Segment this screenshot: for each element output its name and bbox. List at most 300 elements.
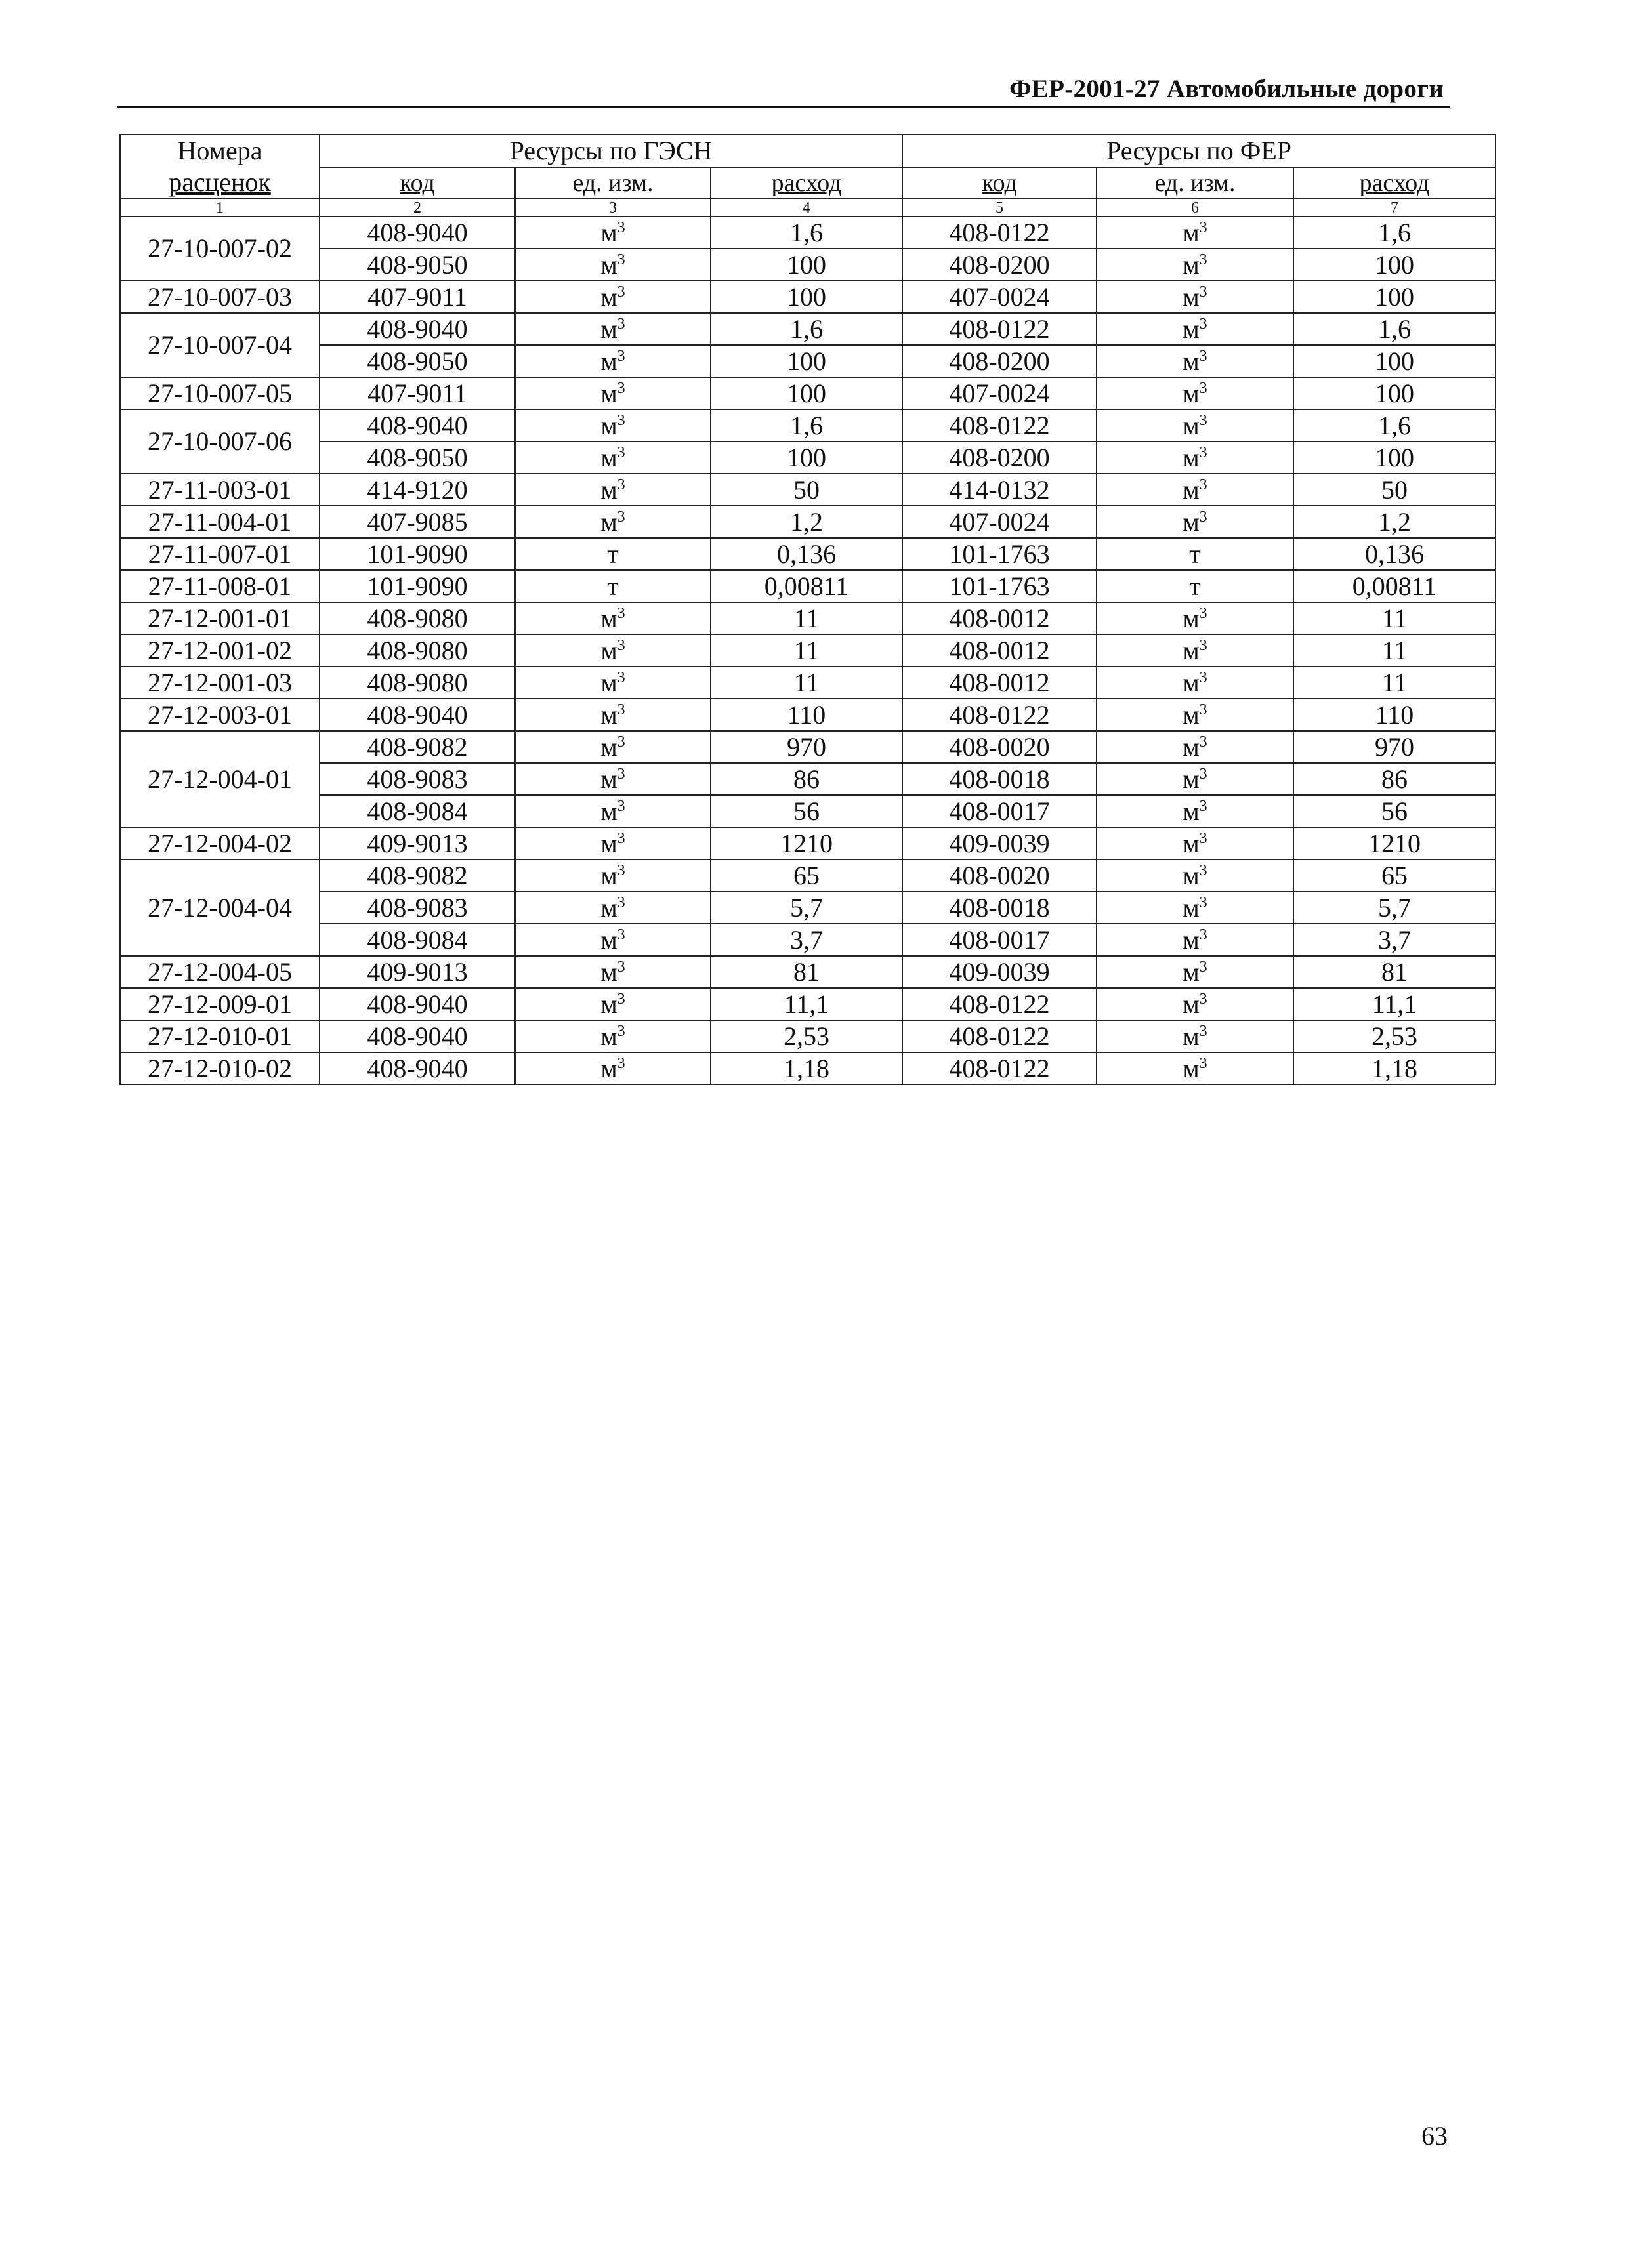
fer-consumption-cell-text: 5,7	[1378, 892, 1411, 922]
unit-exponent: 3	[617, 347, 625, 365]
unit-exponent: 3	[1199, 669, 1207, 686]
gesn-code-cell	[320, 859, 515, 892]
gesn-unit-cell-text: м	[600, 635, 618, 665]
gesn-code-cell	[320, 763, 515, 795]
unit-exponent: 3	[617, 765, 625, 783]
gesn-consumption-cell-text: 970	[787, 732, 826, 762]
table-row	[120, 570, 1496, 602]
rate-number-cell-text: 27-11-008-01	[148, 571, 292, 601]
gesn-unit-cell	[515, 442, 711, 474]
fer-unit-cell-text: м	[1183, 667, 1200, 697]
fer-consumption-cell	[1293, 216, 1496, 249]
fer-code-cell-text: 408-0200	[949, 346, 1050, 376]
gesn-consumption-cell-text: 11	[793, 635, 820, 665]
table-row	[120, 1020, 1496, 1052]
unit-exponent: 3	[617, 669, 625, 686]
fer-unit-cell	[1097, 442, 1293, 474]
gesn-code-cell-text: 409-9013	[367, 828, 468, 858]
fer-unit-cell-text: м	[1183, 699, 1200, 730]
gesn-unit-cell	[515, 538, 711, 570]
gesn-code-cell-text: 408-9040	[367, 989, 468, 1019]
gesn-unit-cell	[515, 345, 711, 377]
gesn-consumption-cell-text: 100	[787, 378, 826, 408]
unit-exponent: 3	[1199, 604, 1207, 622]
gesn-unit-cell-text: м	[600, 732, 618, 762]
table-row	[120, 827, 1496, 859]
rate-number-cell-text: 27-12-001-01	[148, 603, 292, 633]
fer-code-cell-text: 101-1763	[949, 539, 1050, 569]
rate-number-cell	[120, 699, 320, 731]
fer-consumption-cell-text: 86	[1381, 764, 1408, 794]
gesn-consumption-cell	[711, 506, 902, 538]
gesn-unit-cell	[515, 763, 711, 795]
gesn-code-cell	[320, 924, 515, 956]
gesn-unit-cell-text: т	[607, 539, 619, 569]
fer-consumption-cell-text: 11,1	[1372, 989, 1417, 1019]
fer-unit-cell-text: м	[1183, 635, 1200, 665]
header-row-columns	[120, 167, 1496, 199]
fer-code-cell	[902, 249, 1097, 281]
fer-consumption-cell-text: 100	[1375, 249, 1414, 279]
gesn-code-cell-text: 408-9040	[367, 217, 468, 247]
table-row	[120, 988, 1496, 1020]
fer-consumption-cell	[1293, 345, 1496, 377]
unit-exponent: 3	[617, 701, 625, 718]
rate-number-cell	[120, 506, 320, 538]
fer-code-cell	[902, 409, 1097, 442]
fer-consumption-cell	[1293, 763, 1496, 795]
fer-unit-cell-text: м	[1183, 989, 1200, 1019]
fer-consumption-cell-text: 1210	[1368, 828, 1421, 858]
gesn-consumption-cell-text: 1,2	[790, 506, 823, 537]
rate-number-cell-text: 27-12-004-05	[148, 957, 292, 987]
rate-number-cell	[120, 827, 320, 859]
gesn-unit-cell-text: м	[600, 860, 618, 890]
fer-consumption-cell-text: 100	[1375, 442, 1414, 472]
gesn-unit-cell	[515, 731, 711, 763]
gesn-consumption-cell	[711, 345, 902, 377]
fer-unit-cell-text: м	[1183, 892, 1200, 922]
gesn-code-cell	[320, 634, 515, 667]
gesn-unit-cell-text: м	[600, 667, 618, 697]
unit-exponent: 3	[1199, 990, 1207, 1008]
fer-code-cell	[902, 602, 1097, 634]
unit-exponent: 3	[1199, 1022, 1207, 1040]
rate-number-cell	[120, 313, 320, 377]
fer-code-cell	[902, 313, 1097, 345]
fer-unit-cell	[1097, 1020, 1293, 1052]
gesn-code-cell	[320, 216, 515, 249]
rate-number-cell-text: 27-12-004-01	[148, 764, 292, 794]
rate-number-cell	[120, 956, 320, 988]
unit-exponent: 3	[617, 829, 625, 847]
fer-unit-cell	[1097, 538, 1293, 570]
gesn-code-cell-text: 408-9040	[367, 410, 468, 440]
gesn-unit-cell-text: м	[600, 474, 618, 505]
table-row	[120, 506, 1496, 538]
fer-consumption-cell-text: 100	[1375, 346, 1414, 376]
gesn-code-cell-text: 408-9050	[367, 346, 468, 376]
gesn-code-cell	[320, 667, 515, 699]
rate-number-cell-text: 27-10-007-05	[148, 378, 292, 408]
gesn-consumption-cell	[711, 249, 902, 281]
resources-table	[119, 134, 1496, 1085]
table-row	[120, 763, 1496, 795]
fer-unit-cell	[1097, 859, 1293, 892]
gesn-consumption-cell	[711, 1020, 902, 1052]
gesn-consumption-cell-text: 100	[787, 281, 826, 312]
fer-code-cell	[902, 1020, 1097, 1052]
gesn-consumption-cell	[711, 409, 902, 442]
rate-number-cell-text: 27-11-007-01	[148, 539, 292, 569]
gesn-consumption-cell	[711, 988, 902, 1020]
table-row	[120, 538, 1496, 570]
unit-exponent: 3	[617, 926, 625, 943]
unit-exponent: 3	[1199, 283, 1207, 300]
fer-unit-cell-text: м	[1183, 603, 1200, 633]
rate-number-cell	[120, 602, 320, 634]
fer-consumption-cell	[1293, 731, 1496, 763]
gesn-consumption-cell-text: 2,53	[784, 1021, 829, 1051]
gesn-unit-cell	[515, 377, 711, 409]
table-row	[120, 634, 1496, 667]
fer-code-cell	[902, 377, 1097, 409]
column-numbers-row	[120, 199, 1496, 216]
fer-unit-cell	[1097, 795, 1293, 827]
fer-code-cell-text: 407-0024	[949, 378, 1050, 408]
column-number: 5	[902, 199, 1097, 216]
unit-exponent: 3	[617, 958, 625, 976]
fer-consumption-cell	[1293, 1020, 1496, 1052]
gesn-code-cell	[320, 409, 515, 442]
unit-exponent: 3	[1199, 347, 1207, 365]
column-number: 4	[711, 199, 902, 216]
unit-exponent: 3	[617, 894, 625, 911]
gesn-code-cell-text: 101-9090	[367, 539, 468, 569]
fer-code-cell	[902, 795, 1097, 827]
fer-code-cell-text: 408-0122	[949, 410, 1050, 440]
gesn-unit-cell-text: м	[600, 957, 618, 987]
column-number: 6	[1097, 199, 1293, 216]
fer-code-cell-text: 408-0012	[949, 667, 1050, 697]
gesn-unit-cell	[515, 602, 711, 634]
fer-unit-header: ед. изм.	[1097, 167, 1293, 199]
gesn-code-cell	[320, 699, 515, 731]
fer-unit-cell-text: м	[1183, 957, 1200, 987]
fer-consumption-cell	[1293, 313, 1496, 345]
fer-unit-cell-text: м	[1183, 796, 1200, 826]
gesn-unit-cell-text: м	[600, 410, 618, 440]
fer-unit-cell	[1097, 634, 1293, 667]
gesn-code-cell	[320, 795, 515, 827]
fer-unit-cell	[1097, 377, 1293, 409]
fer-unit-cell	[1097, 956, 1293, 988]
gesn-consumption-cell-text: 100	[787, 442, 826, 472]
fer-consumption-cell-text: 1,18	[1372, 1053, 1417, 1083]
fer-unit-cell-text: м	[1183, 764, 1200, 794]
fer-unit-cell	[1097, 602, 1293, 634]
gesn-consumption-cell-text: 86	[793, 764, 820, 794]
gesn-code-cell	[320, 988, 515, 1020]
fer-consumption-cell	[1293, 634, 1496, 667]
unit-exponent: 3	[617, 411, 625, 429]
fer-resources-header: Ресурсы по ФЕР	[902, 134, 1496, 167]
gesn-consumption-cell	[711, 570, 902, 602]
gesn-code-cell	[320, 345, 515, 377]
gesn-unit-cell-text: т	[607, 571, 619, 601]
gesn-code-cell	[320, 442, 515, 474]
gesn-code-cell-text: 409-9013	[367, 957, 468, 987]
gesn-resources-header: Ресурсы по ГЭСН	[320, 134, 902, 167]
gesn-consumption-cell-text: 81	[793, 957, 820, 987]
gesn-consumption-cell	[711, 281, 902, 313]
rate-number-cell	[120, 1020, 320, 1052]
fer-consumption-cell	[1293, 924, 1496, 956]
page-header	[117, 73, 1450, 108]
fer-code-cell	[902, 667, 1097, 699]
gesn-consumption-cell	[711, 667, 902, 699]
gesn-consumption-cell	[711, 442, 902, 474]
gesn-unit-cell	[515, 956, 711, 988]
fer-unit-cell-text: т	[1189, 571, 1201, 601]
fer-unit-cell-text: м	[1183, 1053, 1200, 1083]
gesn-consumption-cell-text: 11	[793, 667, 820, 697]
gesn-unit-cell	[515, 216, 711, 249]
unit-exponent: 3	[617, 1022, 625, 1040]
gesn-consumption-cell-text: 5,7	[790, 892, 823, 922]
gesn-code-cell-text: 408-9050	[367, 442, 468, 472]
rate-number-cell-text: 27-12-009-01	[148, 989, 292, 1019]
table-row	[120, 602, 1496, 634]
fer-consumption-cell	[1293, 506, 1496, 538]
fer-consumption-header: расход	[1293, 167, 1496, 199]
rate-number-cell	[120, 216, 320, 281]
gesn-code-cell-text: 408-9080	[367, 635, 468, 665]
gesn-unit-cell-text: м	[600, 314, 618, 344]
gesn-consumption-cell-text: 0,00811	[764, 571, 849, 601]
gesn-unit-cell-text: м	[600, 281, 618, 312]
unit-exponent: 3	[1199, 926, 1207, 943]
unit-exponent: 3	[1199, 765, 1207, 783]
table-row	[120, 892, 1496, 924]
unit-exponent: 3	[617, 636, 625, 654]
gesn-consumption-cell	[711, 634, 902, 667]
header-row-groups	[120, 134, 1496, 167]
column-number: 2	[320, 199, 515, 216]
fer-code-cell	[902, 924, 1097, 956]
gesn-code-cell	[320, 281, 515, 313]
unit-exponent: 3	[617, 283, 625, 300]
table-row	[120, 377, 1496, 409]
gesn-code-cell	[320, 538, 515, 570]
fer-consumption-cell-text: 100	[1375, 281, 1414, 312]
fer-code-cell-text: 408-0122	[949, 699, 1050, 730]
rate-number-cell	[120, 988, 320, 1020]
rate-number-cell-text: 27-10-007-02	[148, 234, 292, 263]
gesn-code-cell	[320, 377, 515, 409]
gesn-consumption-cell	[711, 924, 902, 956]
fer-consumption-cell-text: 2,53	[1372, 1021, 1417, 1051]
rate-number-cell	[120, 1052, 320, 1084]
fer-consumption-cell-text: 1,2	[1378, 506, 1411, 537]
gesn-consumption-cell-text: 11	[793, 603, 820, 633]
gesn-code-cell	[320, 602, 515, 634]
rate-number-cell	[120, 859, 320, 956]
unit-exponent: 3	[1199, 218, 1207, 236]
fer-unit-cell-text: м	[1183, 924, 1200, 955]
gesn-code-cell	[320, 249, 515, 281]
unit-exponent: 3	[1199, 411, 1207, 429]
fer-code-cell	[902, 827, 1097, 859]
gesn-unit-cell-text: м	[600, 828, 618, 858]
table-row	[120, 249, 1496, 281]
gesn-consumption-cell	[711, 795, 902, 827]
fer-consumption-cell	[1293, 538, 1496, 570]
fer-consumption-cell	[1293, 377, 1496, 409]
table-row	[120, 1052, 1496, 1084]
fer-unit-cell	[1097, 924, 1293, 956]
gesn-unit-cell-text: м	[600, 442, 618, 472]
rate-number-cell-text: 27-11-004-01	[148, 506, 292, 537]
fer-unit-cell	[1097, 731, 1293, 763]
rate-number-cell-text: 27-10-007-06	[148, 426, 292, 456]
fer-code-cell-text: 408-0018	[949, 892, 1050, 922]
unit-exponent: 3	[1199, 379, 1207, 397]
unit-exponent: 3	[617, 1054, 625, 1072]
gesn-consumption-cell	[711, 602, 902, 634]
fer-code-cell	[902, 956, 1097, 988]
gesn-unit-cell	[515, 474, 711, 506]
gesn-code-cell	[320, 506, 515, 538]
unit-exponent: 3	[617, 315, 625, 333]
document-title: ФЕР-2001-27 Автомобильные дороги	[1009, 75, 1444, 103]
unit-exponent: 3	[1199, 476, 1207, 493]
gesn-code-cell-text: 407-9011	[367, 281, 467, 312]
fer-code-cell	[902, 506, 1097, 538]
rate-numbers-header-line1: Номера	[177, 136, 262, 165]
unit-exponent: 3	[617, 379, 625, 397]
fer-unit-cell-text: м	[1183, 314, 1200, 344]
gesn-consumption-cell-text: 1,6	[790, 217, 823, 247]
gesn-code-cell	[320, 892, 515, 924]
fer-consumption-cell	[1293, 570, 1496, 602]
table-row	[120, 474, 1496, 506]
fer-consumption-cell	[1293, 827, 1496, 859]
rate-number-cell	[120, 281, 320, 313]
fer-unit-cell-text: м	[1183, 249, 1200, 279]
unit-exponent: 3	[1199, 701, 1207, 718]
fer-code-cell-text: 408-0018	[949, 764, 1050, 794]
column-number: 3	[515, 199, 711, 216]
gesn-code-cell-text: 408-9040	[367, 699, 468, 730]
fer-unit-cell	[1097, 249, 1293, 281]
fer-unit-cell	[1097, 570, 1293, 602]
unit-exponent: 3	[617, 218, 625, 236]
gesn-unit-cell-text: м	[600, 1053, 618, 1083]
gesn-code-cell-text: 414-9120	[367, 474, 468, 505]
fer-code-cell-text: 408-0122	[949, 314, 1050, 344]
fer-consumption-cell	[1293, 667, 1496, 699]
table-row	[120, 281, 1496, 313]
rate-number-cell-text: 27-11-003-01	[148, 474, 292, 505]
gesn-consumption-cell-text: 0,136	[777, 539, 836, 569]
gesn-unit-cell	[515, 699, 711, 731]
fer-code-cell	[902, 570, 1097, 602]
fer-code-cell-text: 408-0122	[949, 217, 1050, 247]
gesn-code-cell-text: 408-9040	[367, 1053, 468, 1083]
fer-code-cell-text: 408-0012	[949, 635, 1050, 665]
gesn-code-cell	[320, 731, 515, 763]
fer-consumption-cell-text: 0,00811	[1352, 571, 1437, 601]
fer-code-cell-text: 407-0024	[949, 506, 1050, 537]
gesn-unit-cell	[515, 409, 711, 442]
gesn-code-cell-text: 408-9040	[367, 314, 468, 344]
rate-number-cell	[120, 570, 320, 602]
rate-number-cell-text: 27-12-001-03	[148, 667, 292, 697]
unit-exponent: 3	[1199, 508, 1207, 526]
fer-unit-cell	[1097, 281, 1293, 313]
page-number: 63	[1421, 2121, 1448, 2151]
fer-unit-cell	[1097, 699, 1293, 731]
fer-unit-cell-text: м	[1183, 1021, 1200, 1051]
rate-number-cell-text: 27-10-007-04	[148, 330, 292, 360]
fer-consumption-cell-text: 100	[1375, 378, 1414, 408]
rate-number-cell	[120, 667, 320, 699]
gesn-consumption-cell	[711, 731, 902, 763]
fer-consumption-cell-text: 50	[1381, 474, 1408, 505]
fer-code-cell-text: 414-0132	[949, 474, 1050, 505]
gesn-unit-cell-text: м	[600, 989, 618, 1019]
gesn-consumption-cell	[711, 859, 902, 892]
fer-consumption-cell-text: 1,6	[1378, 217, 1411, 247]
gesn-code-cell	[320, 474, 515, 506]
table-row	[120, 216, 1496, 249]
unit-exponent: 3	[617, 508, 625, 526]
gesn-unit-cell-text: м	[600, 506, 618, 537]
gesn-unit-cell-text: м	[600, 346, 618, 376]
rate-number-cell	[120, 731, 320, 827]
gesn-consumption-cell-text: 100	[787, 249, 826, 279]
fer-consumption-cell	[1293, 956, 1496, 988]
fer-consumption-cell	[1293, 699, 1496, 731]
gesn-consumption-cell-text: 1210	[780, 828, 833, 858]
gesn-code-cell	[320, 827, 515, 859]
rate-number-cell	[120, 474, 320, 506]
fer-code-cell-text: 408-0200	[949, 442, 1050, 472]
table-row	[120, 313, 1496, 345]
gesn-code-cell	[320, 570, 515, 602]
table-row	[120, 409, 1496, 442]
gesn-unit-cell-text: м	[600, 1021, 618, 1051]
fer-consumption-cell-text: 0,136	[1365, 539, 1424, 569]
gesn-consumption-cell-text: 100	[787, 346, 826, 376]
gesn-unit-cell-text: м	[600, 217, 618, 247]
gesn-unit-cell	[515, 859, 711, 892]
gesn-unit-cell-text: м	[600, 924, 618, 955]
gesn-code-cell	[320, 313, 515, 345]
fer-consumption-cell-text: 970	[1375, 732, 1414, 762]
fer-code-cell	[902, 1052, 1097, 1084]
fer-unit-cell	[1097, 474, 1293, 506]
fer-unit-cell	[1097, 345, 1293, 377]
gesn-unit-cell	[515, 249, 711, 281]
gesn-code-header: код	[320, 167, 515, 199]
gesn-consumption-cell	[711, 377, 902, 409]
gesn-consumption-cell-text: 1,18	[784, 1053, 829, 1083]
rate-number-cell	[120, 634, 320, 667]
fer-unit-cell-text: т	[1189, 539, 1201, 569]
fer-code-cell-text: 408-0012	[949, 603, 1050, 633]
